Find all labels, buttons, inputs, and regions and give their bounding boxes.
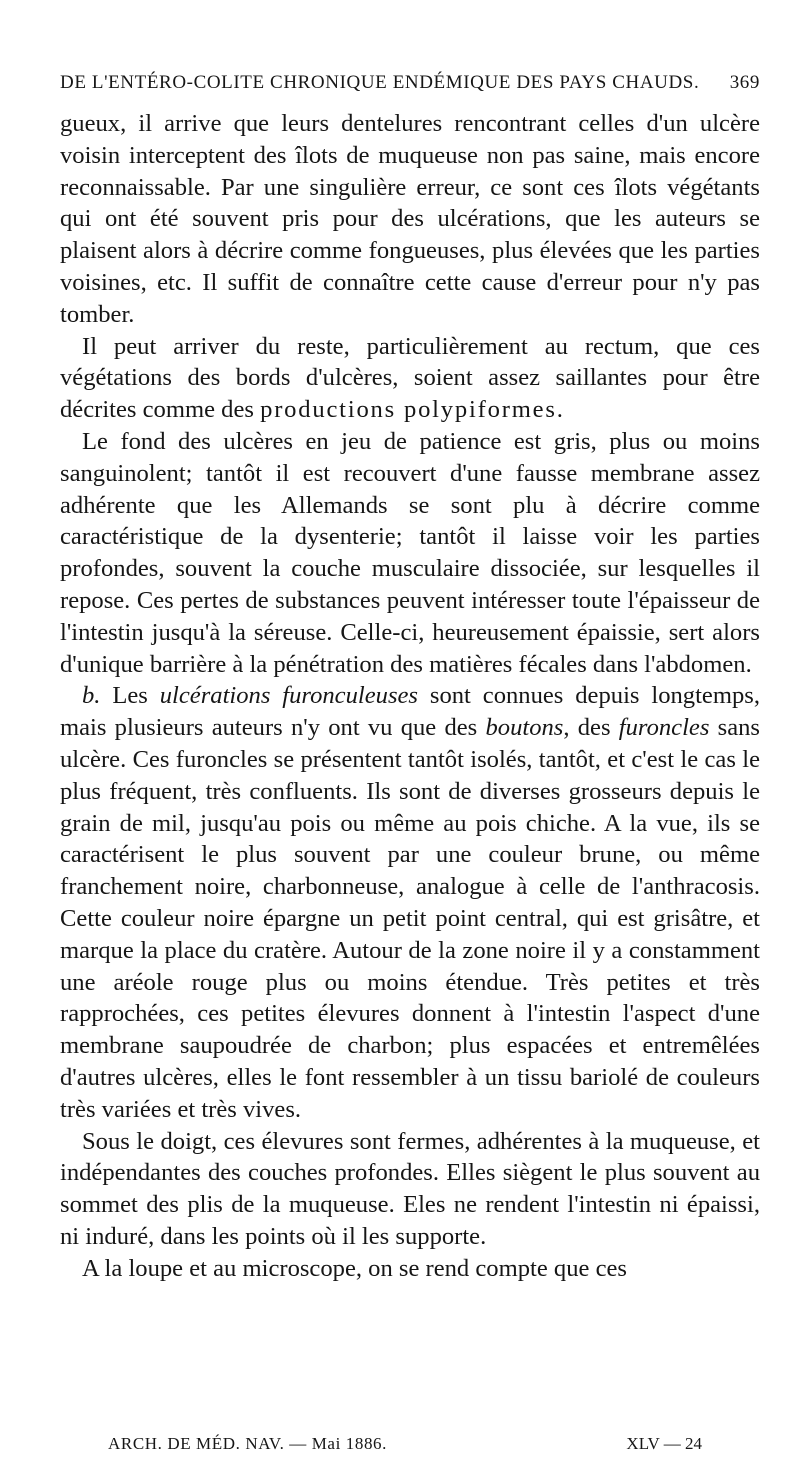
text-run: Le fond des ulcères en jeu de patience est gris, plus ou moins sanguinolent; tantôt il est recouvert d'une fausse membrane assez adhérente que les Allemands se sont plu à décrire comme caractéristique de la dysenterie; tantôt il laisse voir les parties profondes, souvent la couche musculaire dissociée, sur lesquelles il repose. Ces pertes de substances peuvent intéresser toute l'épaisseur de l'intestin jusqu'à la séreuse. Celle-ci, heureusement épaissie, sert alors d'unique barrière à la pénétration des matières fécales dans l'abdomen.: [60, 427, 760, 678]
text-run: Les: [100, 682, 160, 710]
italic-term: boutons: [485, 714, 564, 742]
italic-term: b.: [82, 682, 101, 710]
text-run: sans ulcère. Ces furoncles se présentent tantôt isolés, tantôt, et c'est le cas le plus fréquent, très confluents. Ils sont de diverses grosseurs depuis le grain de mil, jusqu'au pois ou même au pois chiche. A la vue, ils se caractérisent le plus souvent par une couleur brune, ou même franchement noire, charbonneuse, analogue à celle de l'anthracosis. Cette couleur noire épargne un petit point central, qui est grisâtre, et marque la place du cratère. Autour de la zone noire il y a constamment une aréole rouge plus ou moins étendue. Très petites et très rapprochées, ces petites élevures donnent à l'intestin l'aspect d'une membrane saupoudrée de charbon; plus espacées et entremêlées d'autres ulcères, elles le font ressembler à un tissu bariolé de couleurs très variées et très vives.: [60, 714, 760, 1123]
text-run: A la loupe et au microscope, on se rend compte que ces: [82, 1254, 627, 1282]
paragraph: [60, 108, 760, 331]
italic-term: furoncles: [618, 714, 710, 742]
paragraph: [60, 680, 760, 1125]
text-run: Il peut arriver du reste, particulièrement au rectum, que ces végétations des bords d'ulcères, soient assez saillantes pour être décrites comme des: [60, 332, 760, 424]
text-run: gueux, il arrive que leurs dentelures rencontrant celles d'un ulcère voisin interceptent des îlots de muqueuse non pas saine, mais encore reconnaissable. Par une singulière erreur, ce sont ces îlots végétants qui ont été souvent pris pour des ulcérations, que les auteurs se plaisent alors à décrire comme fongueuses, plus élevées que les parties voisines, etc. Il suffit de connaître cette cause d'erreur pour n'y pas tomber.: [60, 110, 760, 328]
volume-signature: XLV — 24: [626, 1434, 702, 1453]
spaced-term: productions polypiformes: [260, 396, 557, 424]
paragraph: [60, 426, 760, 680]
text-run: .: [556, 396, 563, 424]
page-number: 369: [729, 72, 760, 93]
paragraph: [60, 1253, 760, 1285]
page-footer: [108, 1434, 702, 1454]
paragraph: [60, 1126, 760, 1253]
running-head: [60, 72, 760, 94]
body-text: [60, 108, 760, 1284]
text-run: , des: [563, 714, 619, 742]
text-run: sont connues depuis longtemps, mais plusieurs auteurs n'y ont vu que des: [60, 682, 760, 742]
journal-reference: ARCH. DE MÉD. NAV. — Mai 1886.: [108, 1434, 388, 1453]
italic-term: ulcérations furonculeuses: [159, 682, 418, 710]
running-title: DE L'ENTÉRO-COLITE CHRONIQUE ENDÉMIQUE DES PAYS CHAUDS.: [60, 72, 700, 93]
text-run: Sous le doigt, ces élevures sont fermes, adhérentes à la muqueuse, et indépendantes des couches profondes. Elles siègent le plus souvent au sommet des plis de la muqueuse. Eles ne rendent l'intestin ni épaissi, ni induré, dans les points où il les supporte.: [60, 1127, 760, 1250]
paragraph: [60, 331, 760, 426]
